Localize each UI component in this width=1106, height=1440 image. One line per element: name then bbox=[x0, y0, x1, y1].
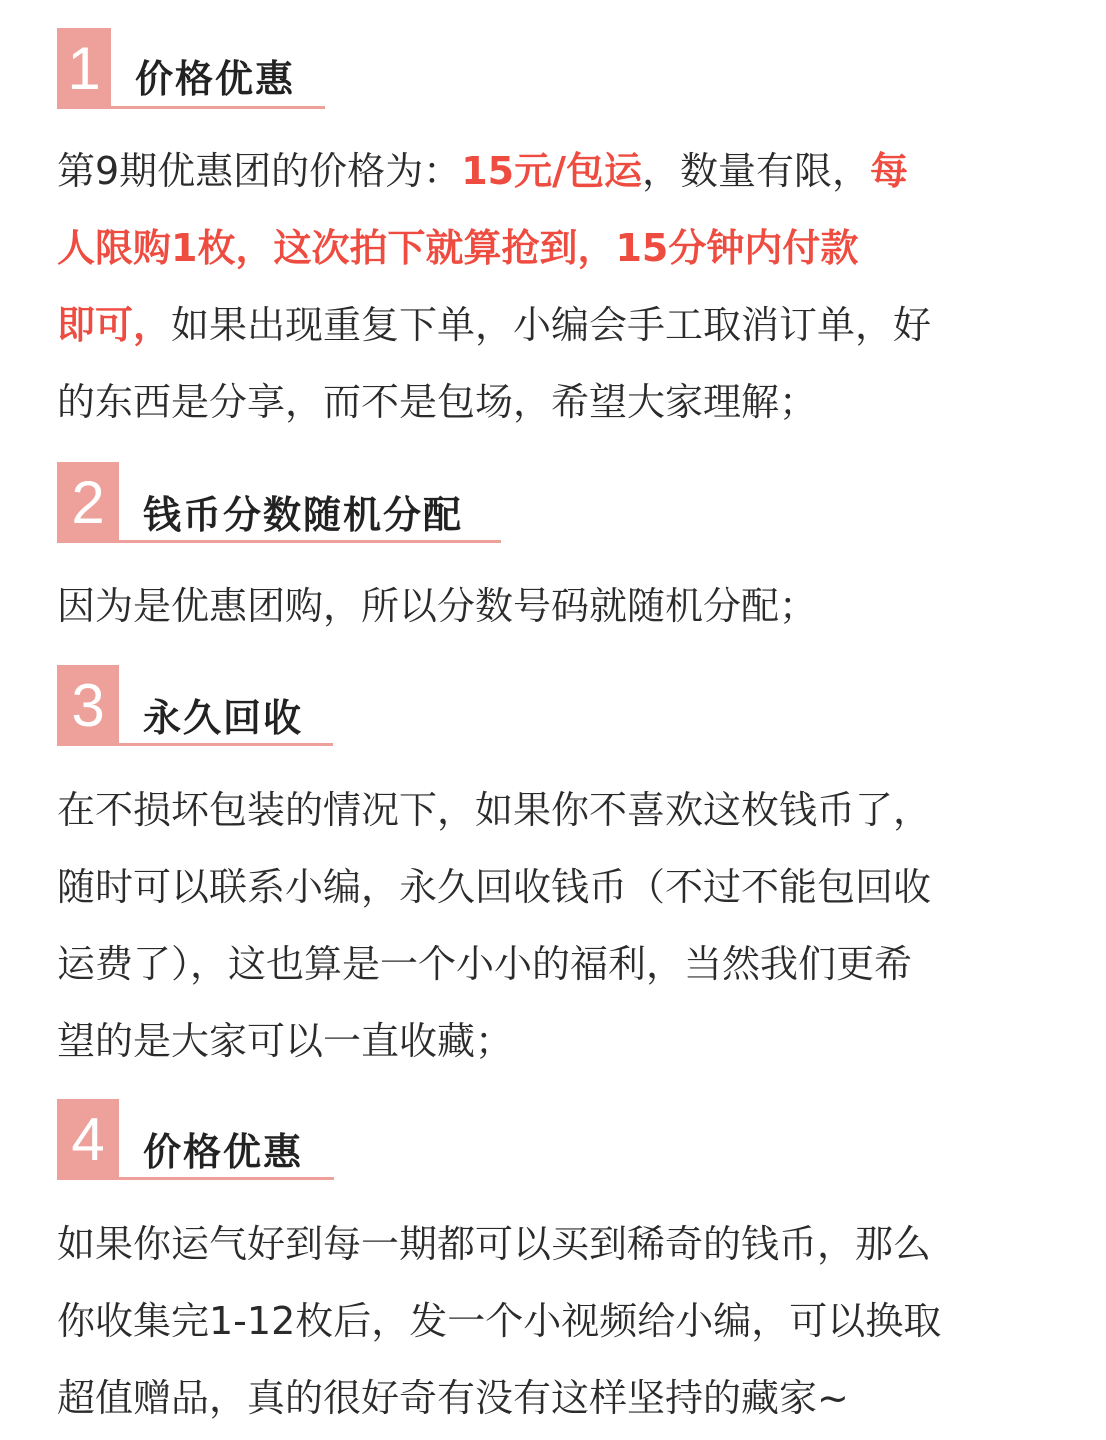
section-4-line-1 bbox=[57, 1206, 941, 1283]
section-4-title: 价格优惠 bbox=[143, 1130, 304, 1174]
section-4-header bbox=[57, 1099, 336, 1181]
section-1-title: 价格优惠 bbox=[135, 57, 296, 101]
section-1-number-badge bbox=[57, 28, 111, 109]
text-segment: 第9期优惠团的价格为： bbox=[57, 149, 462, 193]
section-1-line-3 bbox=[57, 287, 931, 364]
section-1-line-2 bbox=[57, 210, 931, 287]
section-1-line-4 bbox=[57, 364, 931, 441]
text-segment: 望的是大家可以一直收藏； bbox=[57, 1019, 514, 1063]
highlight-text: 每 bbox=[869, 149, 908, 193]
text-segment: 如果出现重复下单，小编会手工取消订单，好 bbox=[171, 303, 932, 347]
section-3-title: 永久回收 bbox=[143, 696, 304, 740]
text-segment: 超值赠品，真的很好奇有没有这样坚持的藏家~ bbox=[57, 1376, 849, 1420]
section-4-underline bbox=[119, 1177, 334, 1180]
section-3-line-1 bbox=[57, 772, 931, 849]
section-2-underline bbox=[119, 540, 501, 543]
highlight-text: 即可， bbox=[57, 303, 172, 347]
section-1-header bbox=[57, 28, 327, 110]
highlight-text: 人限购1枚，这次拍下就算抢到，15分钟内付款 bbox=[57, 226, 859, 270]
highlight-price: 15元/包运 bbox=[461, 149, 642, 193]
section-3-line-2 bbox=[57, 849, 931, 926]
text-segment: ，数量有限， bbox=[641, 149, 870, 193]
section-3-header bbox=[57, 665, 335, 747]
section-4-line-2 bbox=[57, 1283, 941, 1360]
section-4-number-badge bbox=[57, 1099, 119, 1180]
text-segment: 的东西是分享，而不是包场，希望大家理解； bbox=[57, 380, 818, 424]
text-segment: 在不损坏包装的情况下，如果你不喜欢这枚钱币了， bbox=[57, 788, 932, 832]
section-4-body bbox=[57, 1206, 941, 1437]
text-segment: 随时可以联系小编，永久回收钱币（不过不能包回收 bbox=[57, 865, 932, 909]
text-segment: 运费了），这也算是一个小小的福利，当然我们更希 bbox=[57, 942, 913, 986]
text-segment: 你收集完1-12枚后，发一个小视频给小编，可以换取 bbox=[57, 1299, 942, 1343]
section-1-line-1 bbox=[57, 133, 931, 210]
section-3-underline bbox=[119, 743, 333, 746]
section-1-number: 1 bbox=[67, 34, 101, 102]
section-1-underline bbox=[111, 106, 325, 109]
section-3-line-4 bbox=[57, 1003, 931, 1080]
section-3-number: 3 bbox=[71, 671, 105, 739]
section-2-body bbox=[57, 568, 817, 645]
section-2-number: 2 bbox=[71, 468, 105, 536]
section-2-line-1 bbox=[57, 568, 817, 645]
section-1-body bbox=[57, 133, 931, 441]
text-segment: 因为是优惠团购，所以分数号码就随机分配； bbox=[57, 584, 818, 628]
section-4-line-3 bbox=[57, 1360, 941, 1437]
section-3-number-badge bbox=[57, 665, 119, 746]
section-2-header bbox=[57, 462, 503, 544]
text-segment: 如果你运气好到每一期都可以买到稀奇的钱币，那么 bbox=[57, 1222, 932, 1266]
section-2-title: 钱币分数随机分配 bbox=[143, 493, 464, 537]
section-2-number-badge bbox=[57, 462, 119, 543]
section-3-body bbox=[57, 772, 931, 1080]
section-3-line-3 bbox=[57, 926, 931, 1003]
section-4-number: 4 bbox=[71, 1105, 105, 1173]
